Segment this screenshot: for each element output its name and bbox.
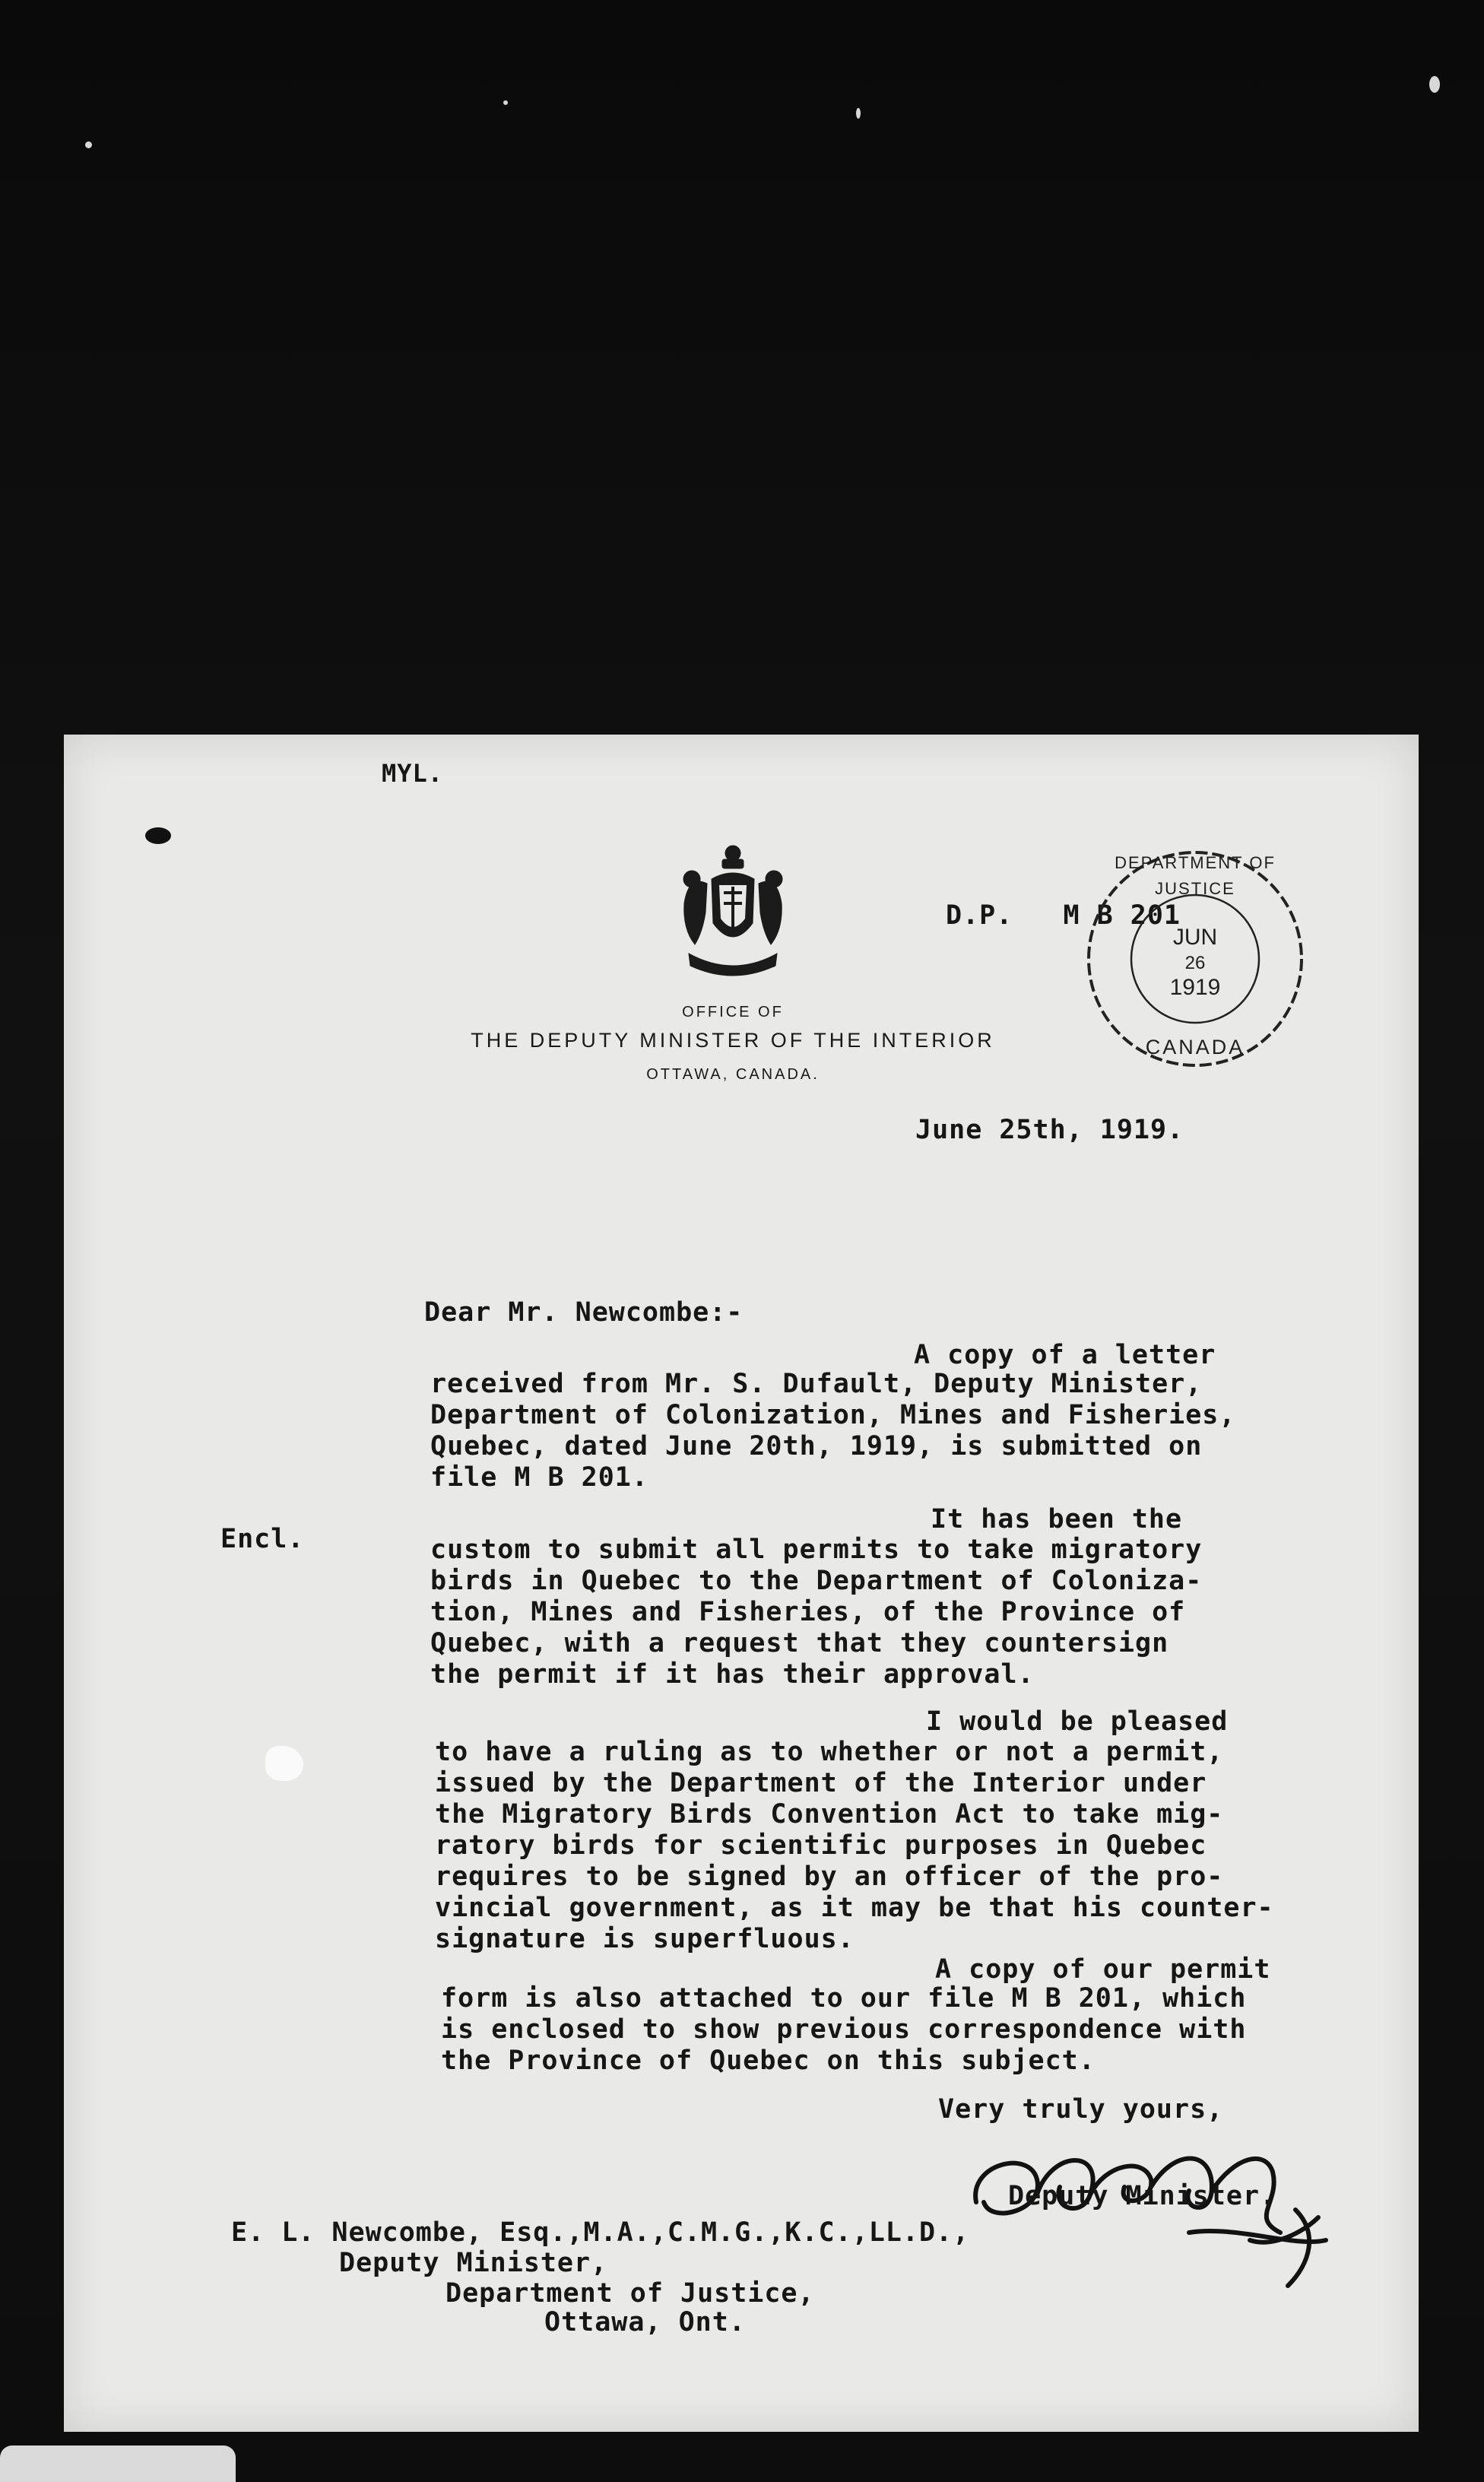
stamp-year: 1919 [1169,975,1221,1000]
letter-page [64,735,1419,2432]
paragraph-2-body: custom to submit all permits to take migratory birds in Quebec to the Department of Coloniza- tion, Mines and Fisheries, of the Province of Quebec, with a request that they countersign the permit if it has their approval. [430,1535,1203,1690]
signer-title: Deputy Minister. [1008,2181,1277,2211]
address-name: E. L. Newcombe, Esq.,M.A.,C.M.G.,K.C.,LL.D., [231,2217,970,2248]
dust-speck [856,108,861,119]
dust-speck [85,141,92,148]
stamp-month: JUN [1172,925,1218,950]
stamp-country: CANADA [1145,1036,1245,1058]
address-title: Deputy Minister, [339,2248,608,2278]
paragraph-2-first-line: It has been the [931,1504,1183,1535]
paragraph-4-body: form is also attached to our file M B 201, which is enclosed to show previous correspondence with the Province of Quebec on this subject. [441,1983,1247,2076]
stamp-day: 26 [1184,953,1206,973]
film-edge-tab [0,2446,236,2482]
file-reference: D.P. M B 201 [946,900,1181,931]
initials: MYL. [382,759,444,788]
punch-hole [145,827,171,844]
closing: Very truly yours, [938,2094,1224,2125]
paper-scuff [265,1746,303,1781]
salutation: Dear Mr. Newcombe:- [424,1297,744,1328]
paragraph-1-body: received from Mr. S. Dufault, Deputy Minister, Department of Colonization, Mines and Fisheries, Quebec, dated June 20th, 1919, is submitted on file M B 201. [430,1369,1236,1493]
address-city: Ottawa, Ont. [544,2307,746,2338]
office-of-label: OFFICE OF [682,1004,784,1020]
letter-date: June 25th, 1919. [915,1115,1184,1145]
margin-note: Encl. [220,1524,305,1554]
dust-speck [503,100,508,105]
letterhead-city: OTTAWA, CANADA. [646,1066,820,1083]
paragraph-3-first-line: I would be pleased [926,1706,1229,1737]
dust-speck [1429,76,1440,93]
coat-of-arms-icon [672,840,794,981]
paragraph-3-body: to have a ruling as to whether or not a permit, issued by the Department of the Interior under the Migratory Birds Convention Act to take mig- ratory birds for scientific purposes in Quebec requires to be signed by an officer of the pro- vincial government, as it may be that his counter- signature is superfluous. [435,1737,1274,1954]
paragraph-1-first-line: A copy of a letter [914,1340,1216,1370]
address-department: Department of Justice, [446,2278,815,2309]
paragraph-4-first-line: A copy of our permit [935,1954,1271,1985]
stamp-ring-text: DEPARTMENT OF JUSTICE [1115,853,1276,898]
letterhead-title: THE DEPUTY MINISTER OF THE INTERIOR [471,1029,995,1052]
